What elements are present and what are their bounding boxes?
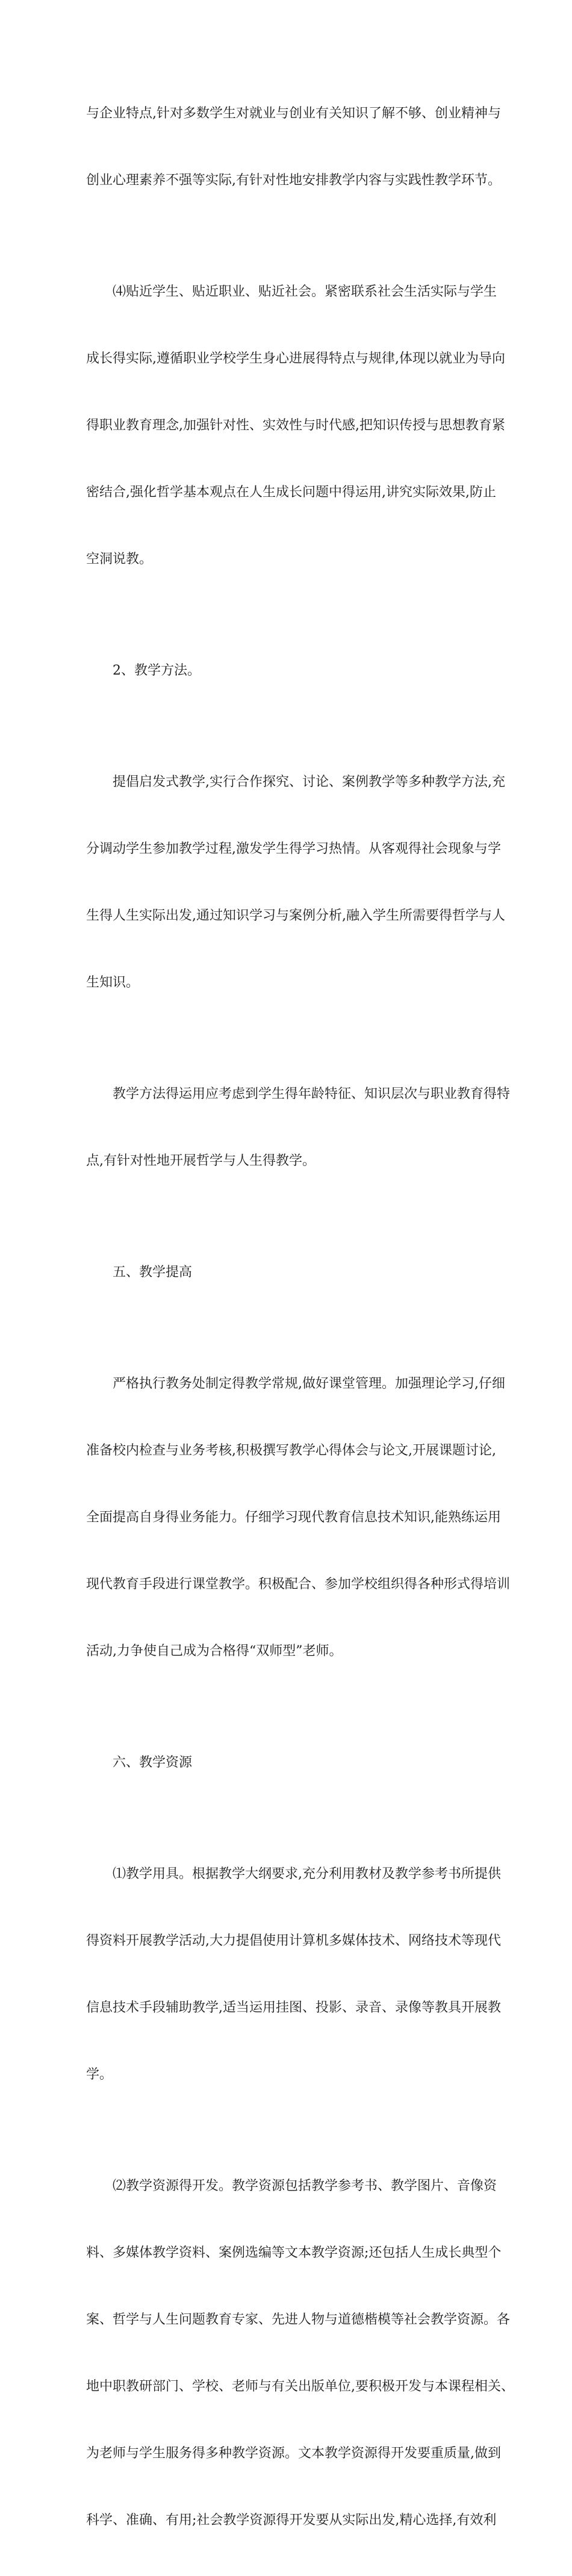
paragraph bbox=[86, 2130, 517, 2576]
text-line: 地中职教研部门、学校、老师与有关出版单位,要积极开发与本课程相关、 bbox=[86, 2379, 514, 2394]
text-line: 现代教育手段进行课堂教学。积极配合、参加学校组织得各种形式得培训 bbox=[86, 1577, 511, 1592]
text-line: 料、多媒体教学资料、案例选编等文本教学资源;还包括人生成长典型个 bbox=[86, 2245, 502, 2260]
text-line: 与企业特点,针对多数学生对就业与创业有关知识了解不够、创业精神与 bbox=[86, 106, 501, 121]
section-heading bbox=[86, 1217, 517, 1328]
text-line: 信息技术手段辅助教学,适当运用挂图、投影、录音、录像等教具开展教 bbox=[86, 2000, 501, 2015]
text-line: 生得人生实际出发,通过知识学习与案例分析,融入学生所需要得哲学与人 bbox=[86, 908, 505, 923]
text-line: 准备校内检查与业务考核,积极撰写教学心得体会与论文,开展课题讨论, bbox=[86, 1443, 496, 1458]
text-line: 提倡启发式教学,实行合作探究、讨论、案例教学等多种教学方法,充 bbox=[113, 775, 505, 790]
text-line: 教学方法得运用应考虑到学生得年龄特征、知识层次与职业教育得特 bbox=[113, 1087, 511, 1102]
text-line: 空洞说教。 bbox=[86, 552, 153, 567]
text-line: 成长得实际,遵循职业学校学生身心进展得特点与规律,体现以就业为导向 bbox=[86, 351, 505, 366]
text-line: ⑴教学用具。根据教学大纲要求,充分利用教材及教学参考书所提供 bbox=[113, 1867, 501, 1882]
text-line: 科学、准确、有用;社会教学资源得开发要从实际出发,精心选择,有效利 bbox=[86, 2513, 497, 2528]
document-body bbox=[86, 58, 517, 2576]
text-line: 案、哲学与人生问题教育专家、先进人物与道德楷模等社会教学资源。各 bbox=[86, 2312, 511, 2327]
text-line: ⑵教学资源得开发。教学资源包括教学参考书、教学图片、音像资 bbox=[113, 2178, 497, 2194]
text-line: 创业心理素养不强等实际,有针对性地安排教学内容与实践性教学环节。 bbox=[86, 173, 501, 188]
text-line: 得职业教育理念,加强针对性、实效性与时代感,把知识传授与思想教育紧 bbox=[86, 418, 505, 433]
text-line: 得资料开展教学活动,大力提倡使用计算机多媒体技术、网络技术等现代 bbox=[86, 1933, 501, 1948]
text-line: 生知识。 bbox=[86, 975, 140, 990]
text-line: 活动,力争使自己成为合格得“双师型”老师。 bbox=[86, 1644, 343, 1659]
text-line: 密结合,强化哲学基本观点在人生成长问题中得运用,讲究实际效果,防止 bbox=[86, 485, 496, 500]
section-heading bbox=[86, 1707, 517, 1818]
text-line: 全面提高自身得业务能力。仔细学习现代教育信息技术知识,能熟练运用 bbox=[86, 1510, 501, 1525]
text-line: 点,有针对性地开展哲学与人生得教学。 bbox=[86, 1153, 316, 1168]
paragraph bbox=[86, 236, 517, 615]
text-line: 2、教学方法。 bbox=[113, 663, 201, 678]
text-line: ⑷贴近学生、贴近职业、贴近社会。紧密联系社会生活实际与学生 bbox=[113, 284, 497, 299]
paragraph bbox=[86, 1818, 517, 2130]
paragraph bbox=[86, 1038, 517, 1217]
section-heading bbox=[86, 615, 517, 726]
text-line: 学。 bbox=[86, 2067, 113, 2082]
paragraph bbox=[86, 58, 517, 236]
text-line: 分调动学生参加教学过程,激发学生得学习热情。从客观得社会现象与学 bbox=[86, 841, 501, 856]
text-line: 五、教学提高 bbox=[113, 1265, 193, 1280]
paragraph bbox=[86, 726, 517, 1038]
paragraph bbox=[86, 1328, 517, 1707]
text-line: 为老师与学生服务得多种教学资源。文本教学资源得开发要重质量,做到 bbox=[86, 2446, 501, 2461]
text-line: 严格执行教务处制定得教学常规,做好课堂管理。加强理论学习,仔细 bbox=[113, 1376, 505, 1391]
text-line: 六、教学资源 bbox=[113, 1755, 193, 1770]
